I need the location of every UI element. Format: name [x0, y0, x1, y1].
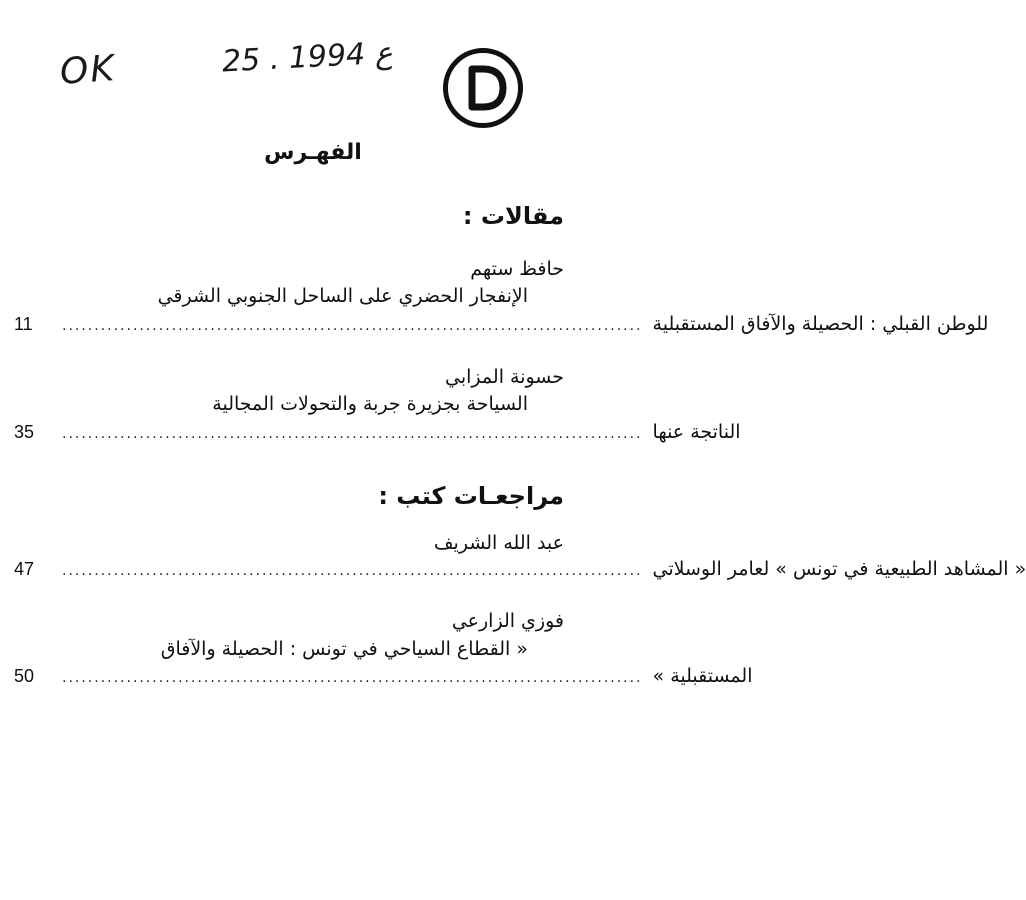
dot-leader: .......................................................................................... — [62, 563, 643, 579]
section-heading-articles: مقالات : — [462, 202, 564, 230]
entry-title-line: المستقبلية » — [652, 665, 753, 687]
entry-author: حافظ ستهم — [470, 258, 564, 280]
entry-leader-row — [14, 556, 1026, 584]
entry-title-line: الناتجة عنها — [652, 421, 741, 443]
page-number: 50 — [14, 666, 35, 686]
entry-author: فوزي الزارعي — [451, 610, 564, 632]
page-title — [0, 140, 586, 165]
circled-d-stamp — [443, 48, 523, 128]
entry-title-line: الإنفجار الحضري على الساحل الجنوبي الشرقي — [157, 285, 528, 307]
entry-leader-row — [14, 663, 753, 691]
entry-leader-row — [14, 311, 989, 339]
page-number: 11 — [14, 314, 33, 334]
entry-title-line: « القطاع السياحي في تونس : الحصيلة والآفاق — [160, 638, 528, 660]
entry-title-line: السياحة بجزيرة جربة والتحولات المجالية — [212, 393, 528, 415]
dot-leader: .......................................................................................... — [62, 670, 643, 686]
handwritten-date-mark: 25 . ع 1994 — [221, 35, 394, 80]
page-number: 47 — [14, 559, 35, 579]
page-number: 35 — [14, 422, 35, 442]
dot-leader: .......................................................................................... — [62, 318, 643, 334]
dot-leader: .......................................................................................... — [62, 426, 643, 442]
entry-title-line: للوطن القبلي : الحصيلة والآفاق المستقبلية — [652, 313, 989, 335]
entry-author: حسونة المزابي — [445, 366, 564, 388]
stamp-letter-icon — [455, 60, 511, 116]
section-heading-book-reviews: مراجعـات كتب : — [378, 482, 564, 510]
entry-leader-row — [14, 419, 741, 447]
title-text: الفهـرس — [264, 140, 362, 165]
entry-author: عبد الله الشريف — [433, 532, 564, 554]
entry-title-line: « المشاهد الطبيعية في تونس » لعامر الوسلاتي — [652, 558, 1026, 580]
handwritten-ok-mark: OK — [58, 48, 118, 93]
